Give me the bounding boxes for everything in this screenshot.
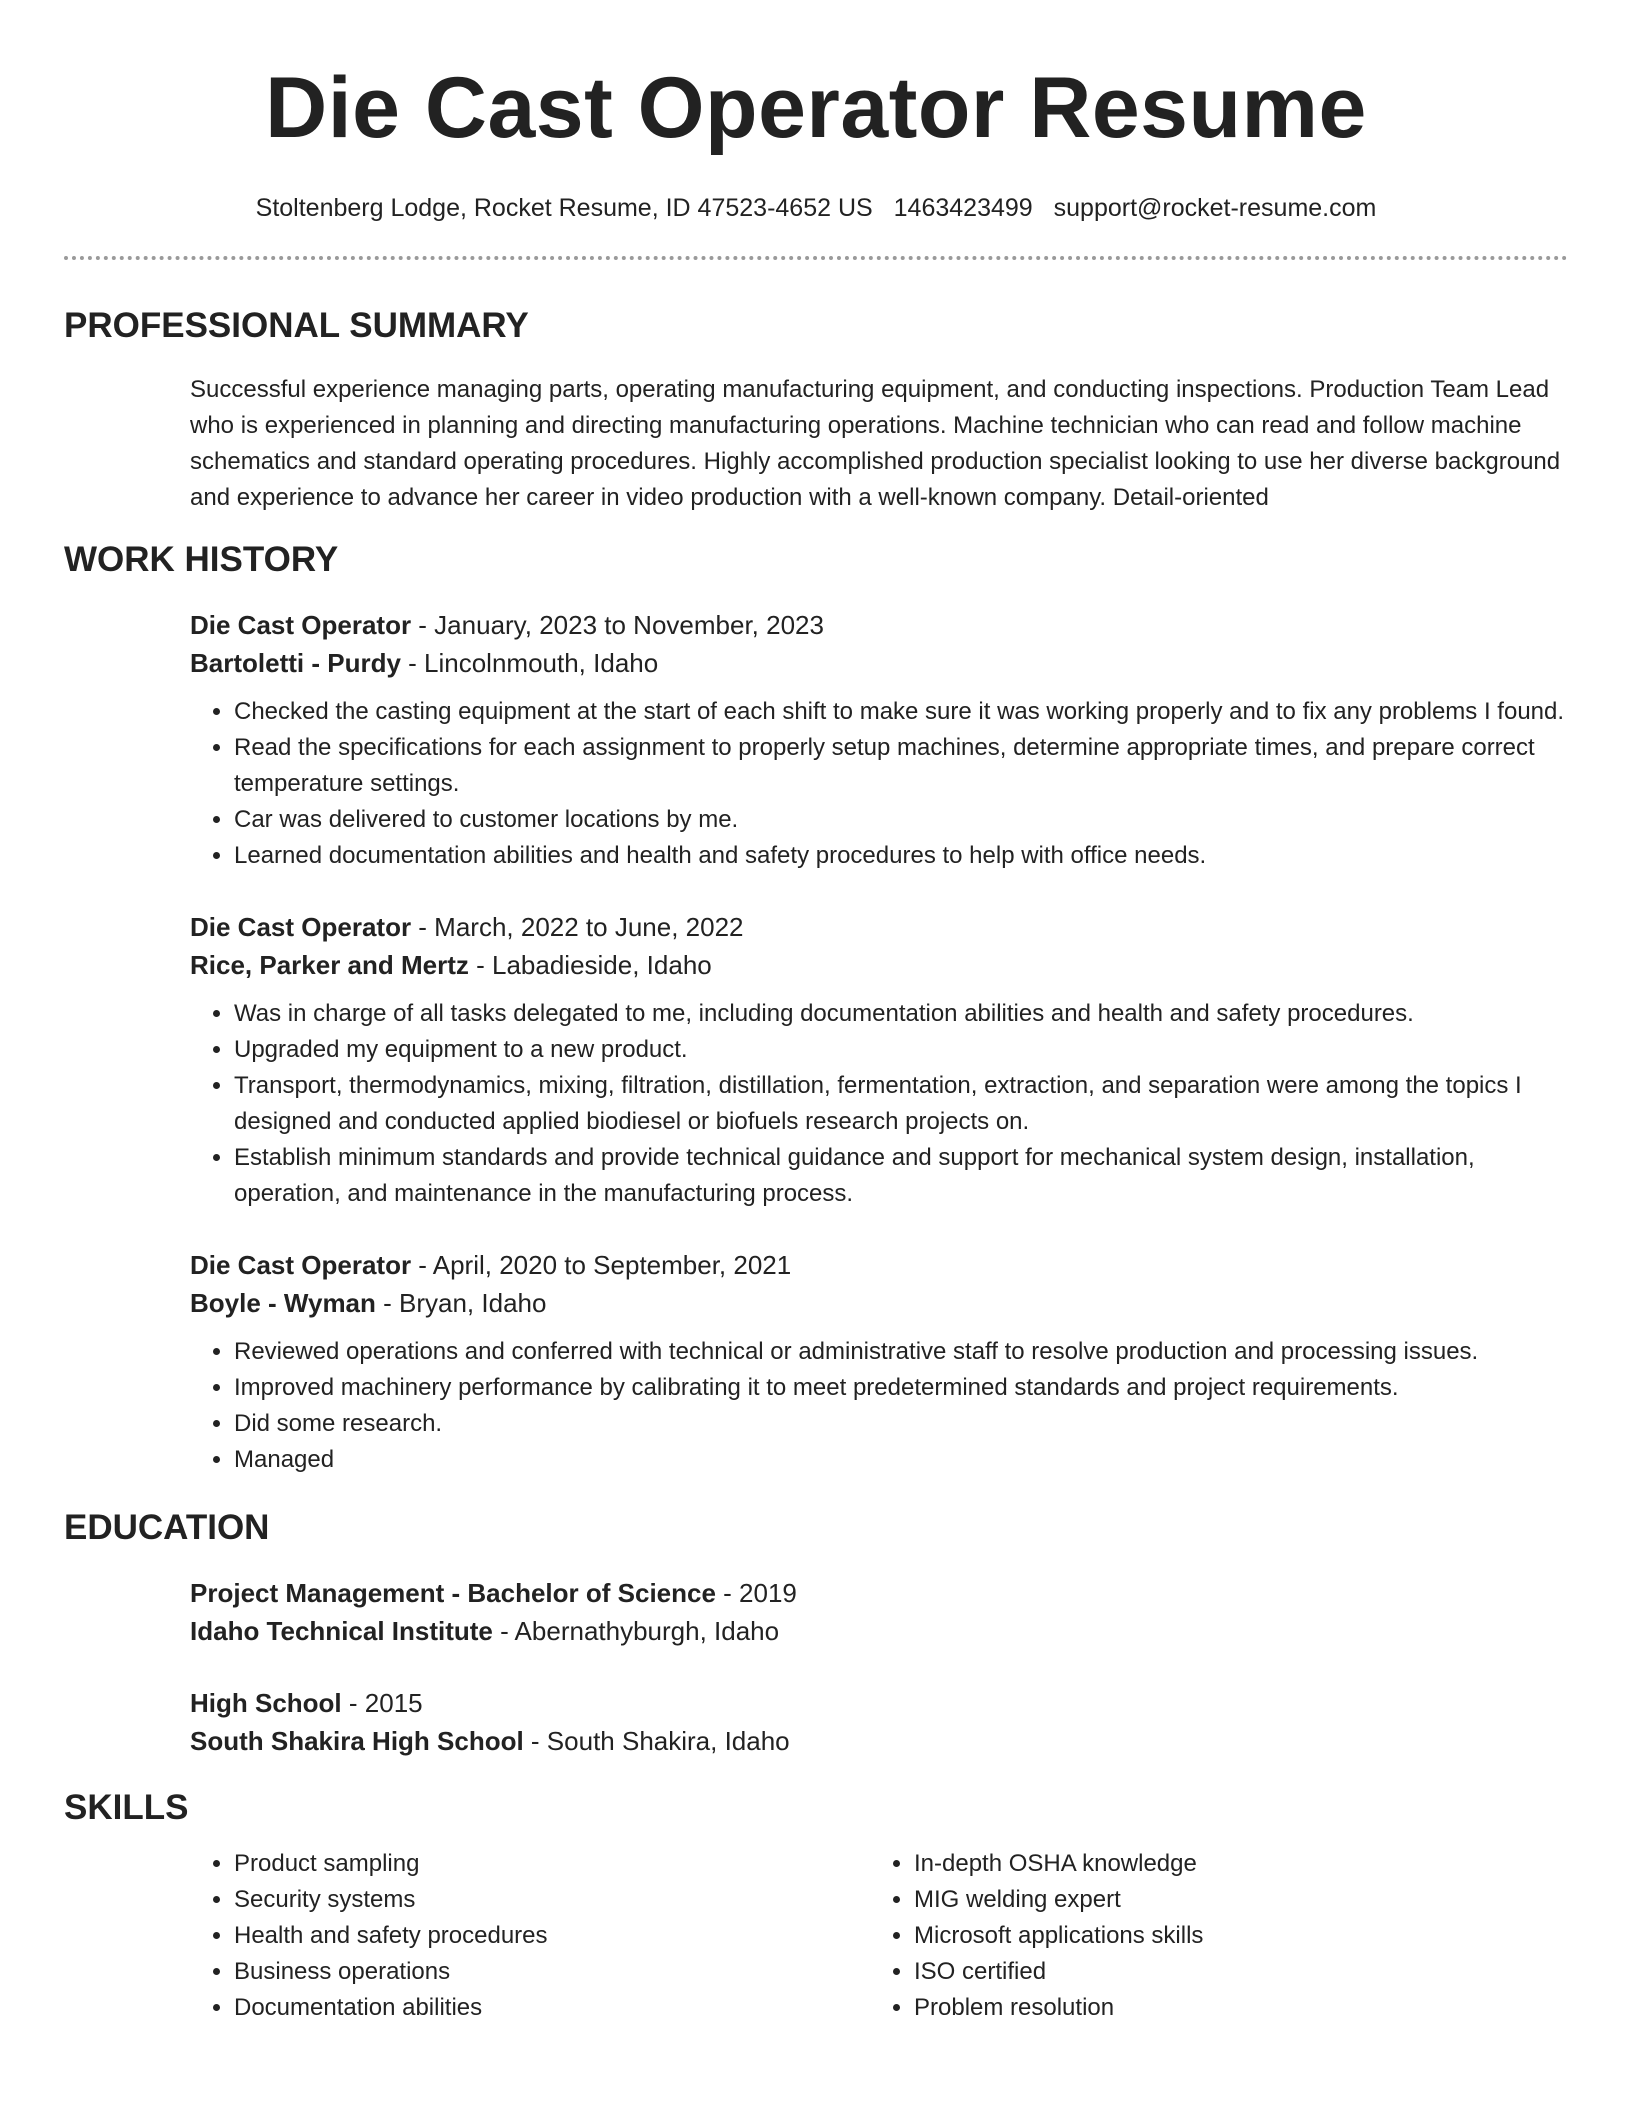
job-dates: - January, 2023 to November, 2023 bbox=[411, 610, 824, 640]
skill-item: • MIG welding expert bbox=[914, 1882, 1550, 1918]
skill-item: • Documentation abilities bbox=[234, 1990, 870, 2026]
job-role: Die Cast Operator bbox=[190, 1250, 412, 1280]
job-bullets bbox=[190, 694, 1568, 874]
education-school-line bbox=[190, 1722, 1568, 1760]
job-entry bbox=[190, 908, 1568, 1212]
job-dates: - March, 2022 to June, 2022 bbox=[411, 912, 744, 942]
education-entry bbox=[190, 1574, 1568, 1650]
contact-phone: 1463423499 bbox=[893, 194, 1033, 222]
job-bullet: • Read the specifications for each assignment to properly setup machines, determine appropriate times, and prepare correct temperature settings. bbox=[234, 730, 1568, 802]
education-year: - 2019 bbox=[715, 1578, 797, 1608]
job-role: Die Cast Operator bbox=[190, 610, 412, 640]
skills-column-right bbox=[870, 1846, 1550, 2026]
header-divider bbox=[64, 256, 1568, 260]
job-bullet: • Establish minimum standards and provide technical guidance and support for mechanical system design, installation, operation, and maintenance in the manufacturing process. bbox=[234, 1140, 1568, 1212]
job-bullet: • Upgraded my equipment to a new product. bbox=[234, 1032, 1568, 1068]
job-entry bbox=[190, 1246, 1568, 1478]
job-company-line bbox=[190, 1284, 1568, 1322]
skill-item: • Product sampling bbox=[234, 1846, 870, 1882]
contact-line bbox=[64, 190, 1568, 226]
contact-email: support@rocket-resume.com bbox=[1053, 194, 1377, 222]
job-role: Die Cast Operator bbox=[190, 912, 412, 942]
contact-address: Stoltenberg Lodge, Rocket Resume, ID 47523-4652 US bbox=[255, 194, 873, 222]
education-school: Idaho Technical Institute bbox=[190, 1616, 493, 1646]
education-degree: Project Management - Bachelor of Science bbox=[190, 1578, 716, 1608]
job-bullet: • Reviewed operations and conferred with technical or administrative staff to resolve production and processing issues. bbox=[234, 1334, 1568, 1370]
job-bullet: • Did some research. bbox=[234, 1406, 1568, 1442]
skill-item: • Microsoft applications skills bbox=[914, 1918, 1550, 1954]
job-bullet: • Learned documentation abilities and health and safety procedures to help with office needs. bbox=[234, 838, 1568, 874]
education-degree-line bbox=[190, 1684, 1568, 1722]
skill-item: • Problem resolution bbox=[914, 1990, 1550, 2026]
job-company-line bbox=[190, 644, 1568, 682]
job-title-line bbox=[190, 908, 1568, 946]
education-degree: High School bbox=[190, 1688, 342, 1718]
job-bullet: • Managed bbox=[234, 1442, 1568, 1478]
job-company: Bartoletti - Purdy bbox=[190, 648, 401, 678]
skills-grid bbox=[190, 1846, 1568, 2026]
skill-item: • Health and safety procedures bbox=[234, 1918, 870, 1954]
job-dates: - April, 2020 to September, 2021 bbox=[411, 1250, 792, 1280]
skill-item: • In-depth OSHA knowledge bbox=[914, 1846, 1550, 1882]
education-year: - 2015 bbox=[341, 1688, 423, 1718]
resume-title: Die Cast Operator Resume bbox=[265, 60, 1367, 156]
education-entry bbox=[190, 1684, 1568, 1760]
work-history-list bbox=[190, 606, 1568, 1478]
job-location: - Lincolnmouth, Idaho bbox=[400, 648, 659, 678]
job-bullets bbox=[190, 1334, 1568, 1478]
education-location: - Abernathyburgh, Idaho bbox=[492, 1616, 780, 1646]
summary-text: Successful experience managing parts, operating manufacturing equipment, and conducting inspections. Production Team Lead who is experienced in planning and directing manufacturing operations. Machine technician who can read and follow machine schematics and standard operating procedures. Highly accomplished production specialist looking to use her diverse background and experience to advance her career in video production with a well-known company. Detail-oriented bbox=[190, 376, 1561, 511]
job-bullet: • Transport, thermodynamics, mixing, filtration, distillation, fermentation, extraction, and separation were among the topics I designed and conducted applied biodiesel or biofuels research projects on. bbox=[234, 1068, 1568, 1140]
job-bullet: • Was in charge of all tasks delegated to me, including documentation abilities and health and safety procedures. bbox=[234, 996, 1568, 1032]
job-company: Rice, Parker and Mertz bbox=[190, 950, 469, 980]
education-list bbox=[190, 1574, 1568, 1760]
education-location: - South Shakira, Idaho bbox=[523, 1726, 790, 1756]
section-title-skills: SKILLS bbox=[64, 1788, 189, 1827]
education-school-line bbox=[190, 1612, 1568, 1650]
job-bullet: • Improved machinery performance by calibrating it to meet predetermined standards and project requirements. bbox=[234, 1370, 1568, 1406]
skills-column-left bbox=[190, 1846, 870, 2026]
job-bullet: • Checked the casting equipment at the start of each shift to make sure it was working properly and to fix any problems I found. bbox=[234, 694, 1568, 730]
education-school: South Shakira High School bbox=[190, 1726, 524, 1756]
skill-item: • Business operations bbox=[234, 1954, 870, 1990]
job-bullet: • Car was delivered to customer locations by me. bbox=[234, 802, 1568, 838]
job-location: - Bryan, Idaho bbox=[375, 1288, 547, 1318]
job-company-line bbox=[190, 946, 1568, 984]
job-title-line bbox=[190, 606, 1568, 644]
job-location: - Labadieside, Idaho bbox=[468, 950, 712, 980]
job-company: Boyle - Wyman bbox=[190, 1288, 376, 1318]
education-degree-line bbox=[190, 1574, 1568, 1612]
skill-item: • Security systems bbox=[234, 1882, 870, 1918]
section-title-summary: PROFESSIONAL SUMMARY bbox=[64, 306, 529, 345]
job-title-line bbox=[190, 1246, 1568, 1284]
job-bullets bbox=[190, 996, 1568, 1212]
section-title-education: EDUCATION bbox=[64, 1508, 270, 1547]
skill-item: • ISO certified bbox=[914, 1954, 1550, 1990]
job-entry bbox=[190, 606, 1568, 874]
section-title-work-history: WORK HISTORY bbox=[64, 540, 339, 579]
